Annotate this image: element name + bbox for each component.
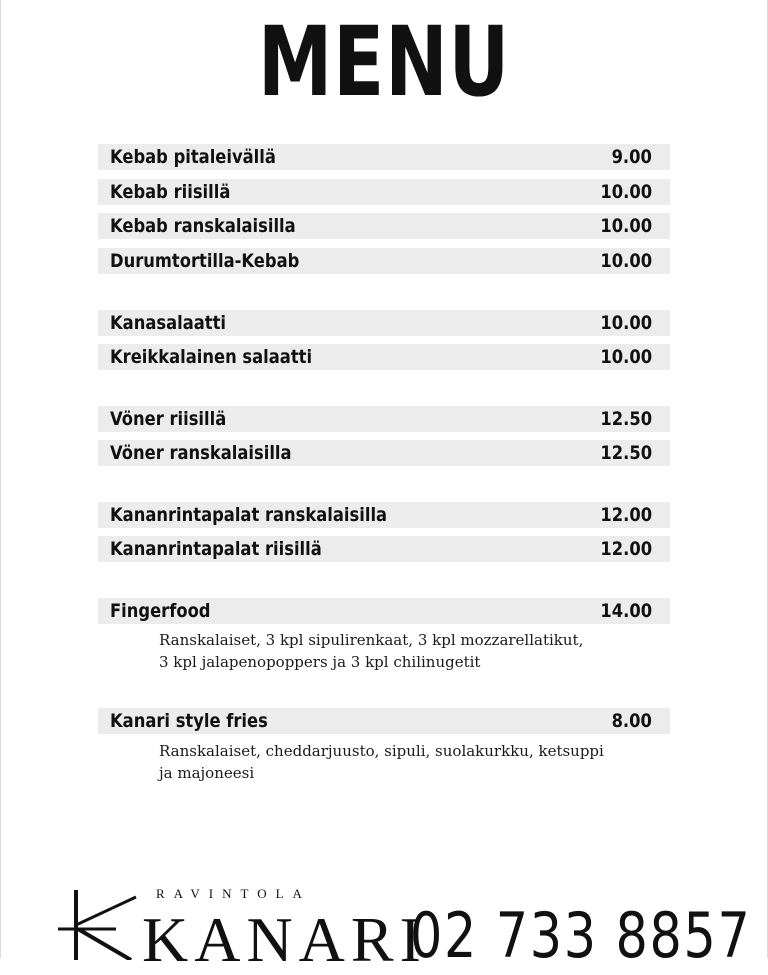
description-line: 3 kpl jalapenopoppers ja 3 kpl chilinugetit <box>159 653 481 671</box>
menu-item-price: 12.50 <box>600 408 652 430</box>
logo-name: KANARI <box>142 904 427 975</box>
description-line: Ranskalaiset, 3 kpl sipulirenkaat, 3 kpl mozzarellatikut, <box>159 631 584 649</box>
menu-item-description <box>159 740 659 784</box>
menu-item <box>98 179 670 205</box>
menu-item-name: Fingerfood <box>110 600 211 622</box>
phone-number: 02 733 8857 <box>410 899 752 972</box>
menu-item-price: 10.00 <box>600 250 652 272</box>
menu-item-price: 8.00 <box>611 710 652 732</box>
menu-item <box>98 598 670 624</box>
description-line: ja majoneesi <box>159 764 255 782</box>
menu-item <box>98 248 670 274</box>
menu-item-name: Kreikkalainen salaatti <box>110 346 313 368</box>
menu-item <box>98 213 670 239</box>
menu-item <box>98 344 670 370</box>
menu-item-price: 10.00 <box>600 346 652 368</box>
menu-item <box>98 440 670 466</box>
logo-subtitle: RAVINTOLA <box>156 886 311 901</box>
menu-item-name: Kebab ranskalaisilla <box>110 215 296 237</box>
description-line: Ranskalaiset, cheddarjuusto, sipuli, suolakurkku, ketsuppi <box>159 742 604 760</box>
page-title: MENU <box>257 6 511 118</box>
menu-item-name: Kanari style fries <box>110 710 268 732</box>
menu-item <box>98 502 670 528</box>
menu-item-price: 10.00 <box>600 215 652 237</box>
menu-item-name: Vöner ranskalaisilla <box>110 442 292 464</box>
menu-item-price: 10.00 <box>600 181 652 203</box>
menu-item-price: 12.00 <box>600 538 652 560</box>
menu-item <box>98 406 670 432</box>
kanari-logo-mark-icon <box>56 885 140 960</box>
menu-item-name: Kebab riisillä <box>110 181 231 203</box>
menu-item-name: Kanasalaatti <box>110 312 226 334</box>
menu-item-name: Durumtortilla-Kebab <box>110 250 300 272</box>
menu-item-price: 10.00 <box>600 312 652 334</box>
menu-item <box>98 536 670 562</box>
menu-item-price: 12.00 <box>600 504 652 526</box>
menu-item-name: Kananrintapalat ranskalaisilla <box>110 504 388 526</box>
menu-item-name: Kananrintapalat riisillä <box>110 538 322 560</box>
menu-item <box>98 310 670 336</box>
menu-item-price: 14.00 <box>600 600 652 622</box>
menu-item-price: 9.00 <box>611 146 652 168</box>
menu-item-name: Kebab pitaleivällä <box>110 146 276 168</box>
menu-item <box>98 708 670 734</box>
menu-item-price: 12.50 <box>600 442 652 464</box>
menu-item-description <box>159 629 659 673</box>
menu-item <box>98 144 670 170</box>
menu-item-name: Vöner riisillä <box>110 408 227 430</box>
